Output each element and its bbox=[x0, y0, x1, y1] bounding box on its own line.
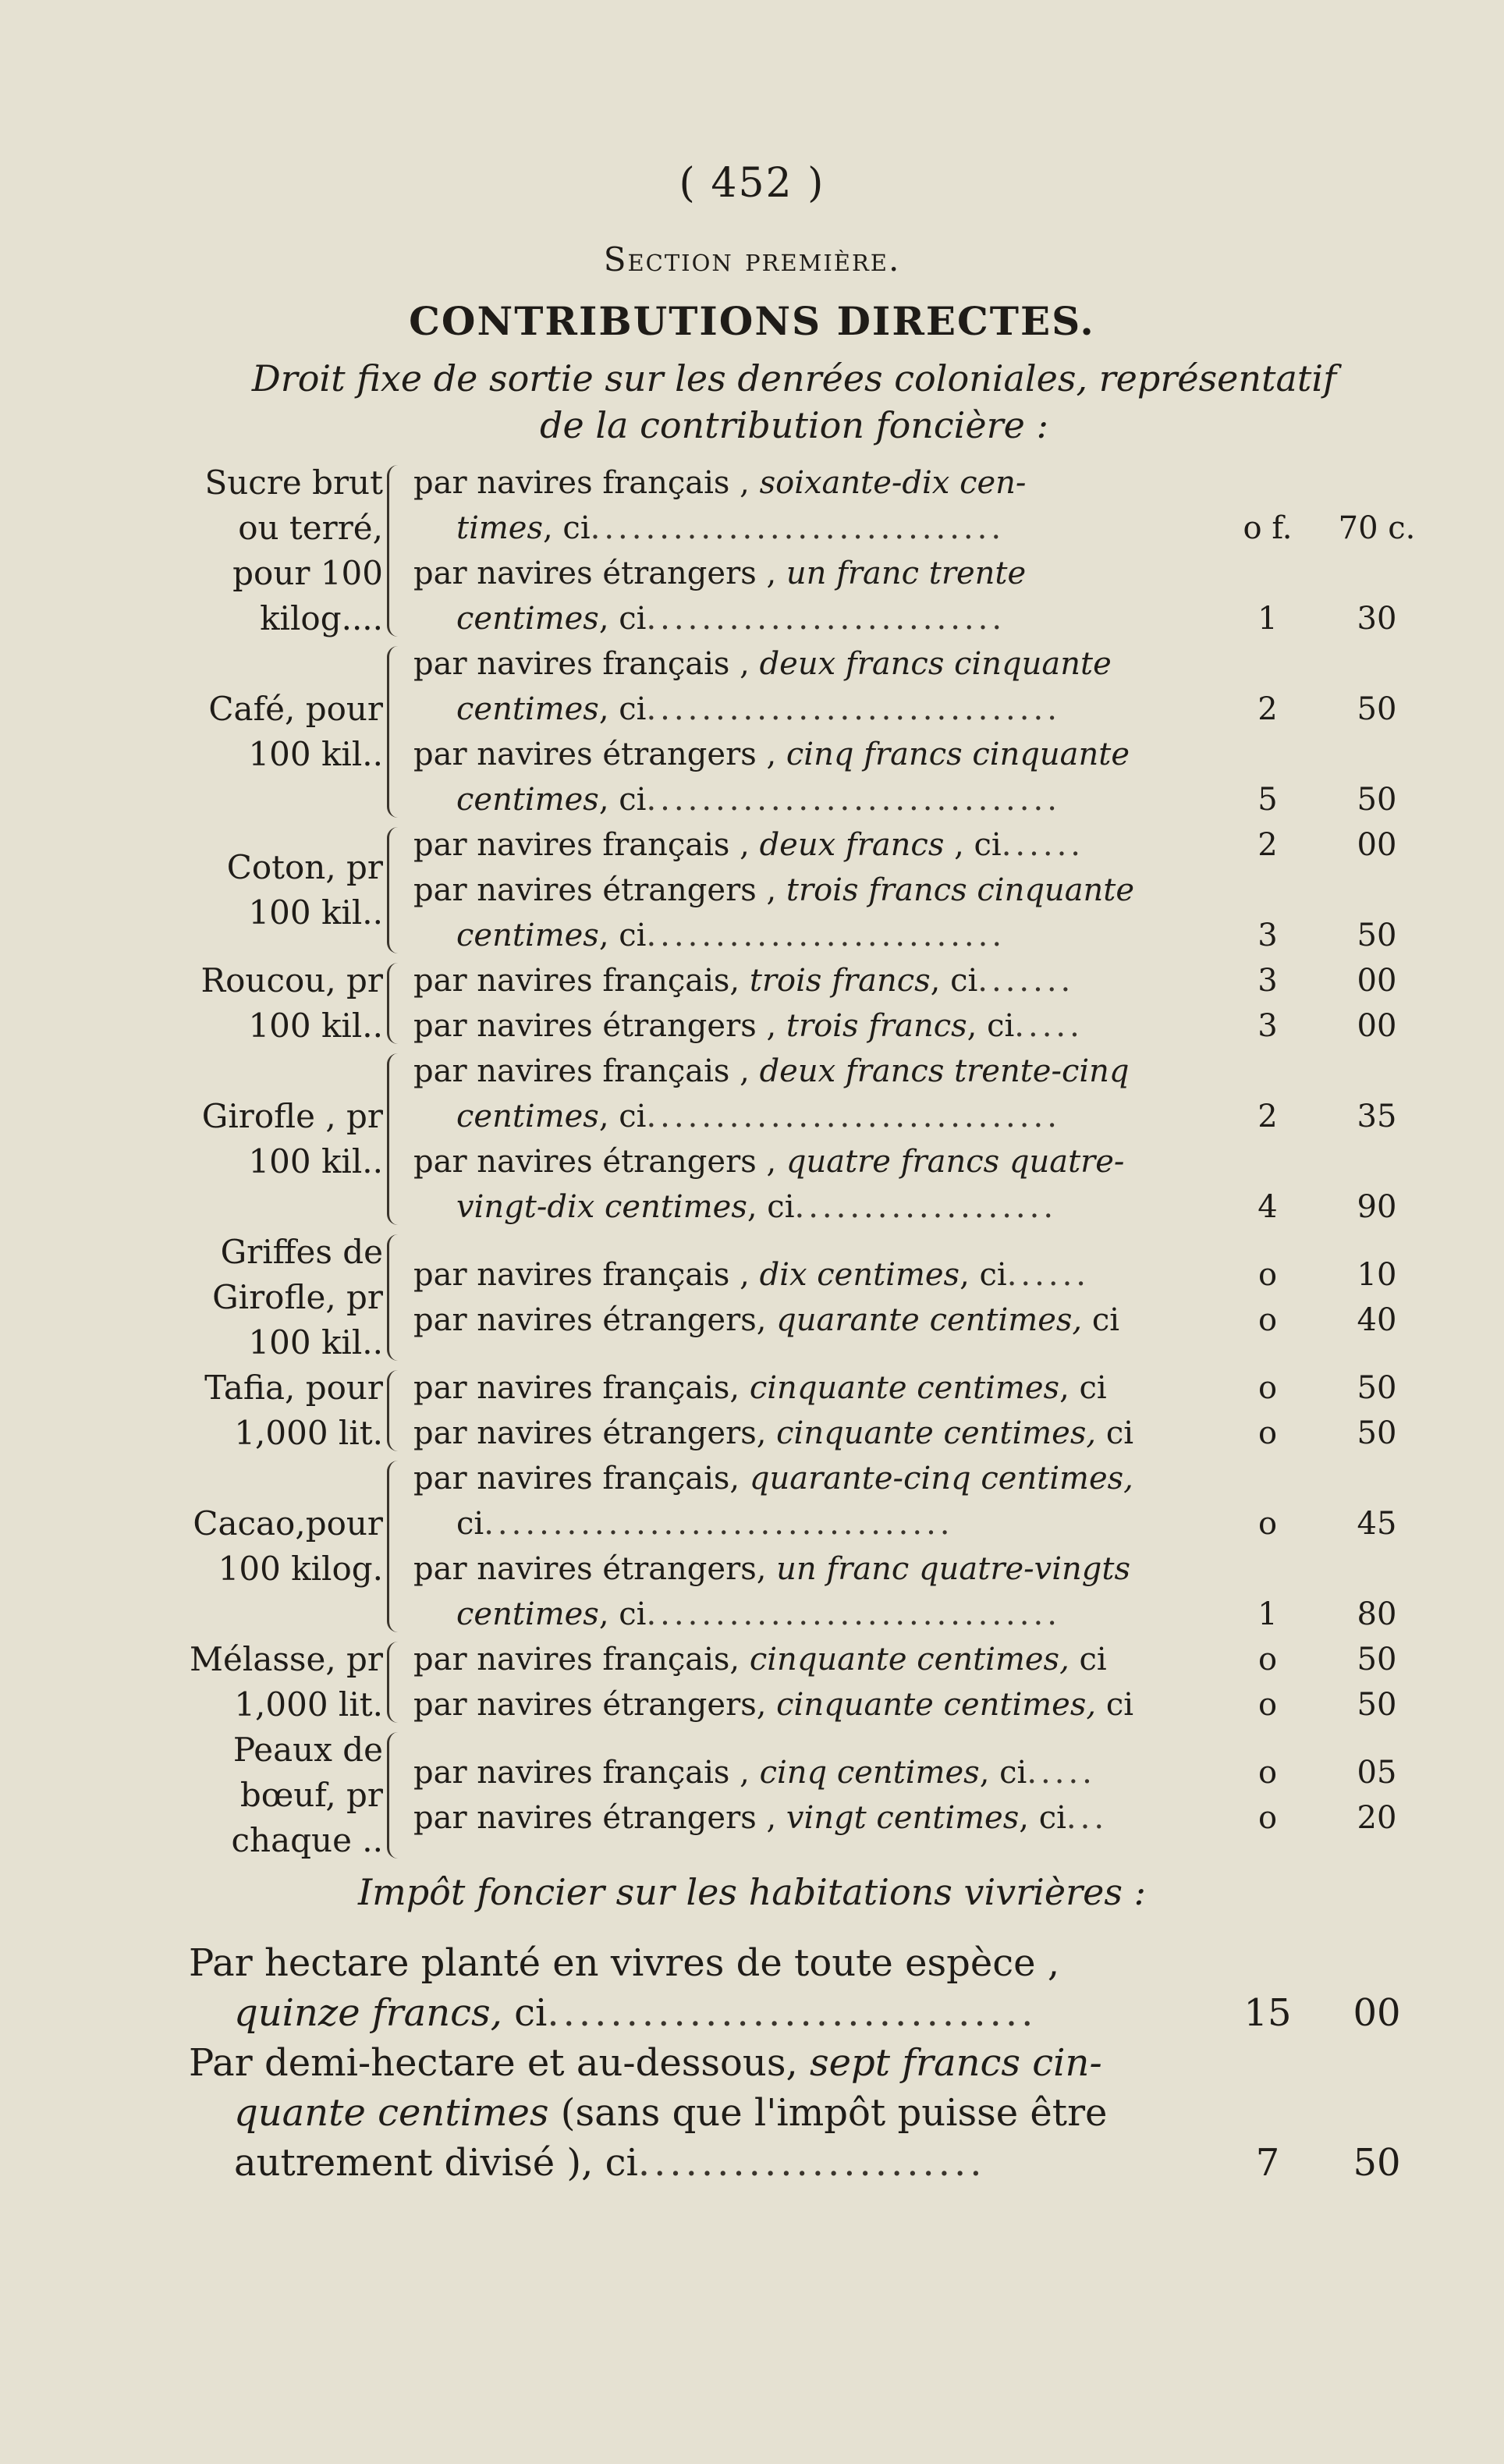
amount-francs: 3 bbox=[1257, 918, 1278, 953]
line-rate: quatre francs quatre- bbox=[786, 1144, 1125, 1180]
leader-dots: .............................. bbox=[646, 1596, 1061, 1632]
amount-francs: o bbox=[1257, 1687, 1278, 1723]
amount-francs: o bbox=[1257, 1800, 1278, 1836]
leader-dots: ... bbox=[1066, 1800, 1108, 1836]
amount-francs: o bbox=[1257, 1506, 1278, 1542]
amount-francs: 2 bbox=[1257, 691, 1278, 727]
line-ci: ci bbox=[1082, 1302, 1120, 1338]
leader-dots: .............................. bbox=[646, 1099, 1061, 1134]
tariff-row bbox=[0, 1230, 1504, 1365]
line-text: par navires étrangers , bbox=[413, 872, 786, 908]
commodity-label: Sucre brut ou terré, pour 100 kilog.... bbox=[204, 463, 383, 637]
tariff-line bbox=[456, 1592, 1205, 1637]
line-ci: , ci bbox=[944, 827, 1002, 863]
tariff-line bbox=[413, 1049, 1205, 1094]
tariff-line bbox=[413, 1139, 1205, 1184]
demi-l1-plain: Par demi-hectare et au-dessous, bbox=[189, 2041, 810, 2085]
tariff-row bbox=[0, 958, 1504, 1049]
line-ci: , ci bbox=[598, 1099, 647, 1134]
amount-francs: o f. bbox=[1243, 510, 1293, 546]
line-ci: , ci bbox=[747, 1189, 795, 1225]
line-text: ci bbox=[456, 1506, 484, 1542]
demi-amount-1: 7 bbox=[1255, 2141, 1280, 2185]
hectare-ci: ci bbox=[502, 1991, 548, 2035]
amount-centimes: 50 bbox=[1357, 1370, 1397, 1406]
demi-dots: ...................... bbox=[637, 2141, 986, 2185]
line-rate: un franc trente bbox=[786, 556, 1027, 591]
tariff-line bbox=[413, 1298, 1205, 1343]
line-ci: , ci bbox=[930, 963, 978, 999]
brace bbox=[387, 646, 408, 818]
amount-francs: o bbox=[1257, 1370, 1278, 1406]
line-text: par navires étrangers , bbox=[413, 556, 786, 591]
line-ci: , ci bbox=[598, 601, 647, 637]
brace bbox=[387, 1732, 408, 1859]
tariff-line bbox=[456, 1501, 1205, 1546]
demi-l2-italic: quante centimes bbox=[234, 2091, 549, 2135]
amount-centimes: 40 bbox=[1357, 1302, 1397, 1338]
amount-francs: o bbox=[1257, 1642, 1278, 1678]
leader-dots: ....... bbox=[977, 963, 1075, 999]
line-rate: quarante-cinq centimes, bbox=[749, 1461, 1133, 1497]
line-text: par navires français , bbox=[413, 646, 760, 682]
line-rate: deux francs trente-cinq bbox=[759, 1053, 1130, 1089]
hectare-rate: quinze francs, bbox=[234, 1991, 502, 2035]
tariff-line bbox=[456, 777, 1205, 822]
amount-francs: 3 bbox=[1257, 963, 1278, 999]
amount-centimes: 50 bbox=[1357, 691, 1397, 727]
amount-francs: 3 bbox=[1257, 1008, 1278, 1044]
amount-centimes: 50 bbox=[1357, 1415, 1397, 1451]
line-rate: centimes bbox=[456, 601, 599, 637]
brace bbox=[387, 1461, 408, 1632]
line-rate: un franc quatre-vingts bbox=[776, 1551, 1131, 1587]
commodity-label: Mélasse, pr 1,000 lit. bbox=[190, 1640, 383, 1724]
leader-dots: ..... bbox=[1027, 1755, 1096, 1791]
leader-dots: .............................. bbox=[646, 691, 1061, 727]
page-number: ( 452 ) bbox=[679, 160, 825, 207]
tariff-row bbox=[0, 460, 1504, 641]
amount-francs: o bbox=[1257, 1257, 1278, 1293]
tariff-row bbox=[0, 1637, 1504, 1727]
commodity-label: Griffes de Girofle, pr 100 kil.. bbox=[212, 1233, 383, 1362]
tariff-line bbox=[413, 1682, 1205, 1727]
line-ci: , ci bbox=[960, 1257, 1007, 1293]
tariff-line bbox=[456, 1184, 1205, 1230]
line-rate: trois francs cinquante bbox=[786, 872, 1135, 908]
amount-centimes: 00 bbox=[1357, 963, 1397, 999]
amount-centimes: 20 bbox=[1357, 1800, 1397, 1836]
line-rate: times bbox=[456, 510, 543, 546]
line-ci: , ci bbox=[1019, 1800, 1066, 1836]
amount-francs: 5 bbox=[1257, 782, 1278, 818]
tariff-line bbox=[456, 1094, 1205, 1139]
leader-dots: ..... bbox=[1014, 1008, 1084, 1044]
commodity-label: Coton, pr 100 kil.. bbox=[226, 848, 383, 932]
line-ci: , ci bbox=[598, 1596, 647, 1632]
line-rate: centimes bbox=[456, 1596, 599, 1632]
tariff-line bbox=[456, 596, 1205, 641]
tariff-line bbox=[413, 732, 1205, 777]
amount-francs: 1 bbox=[1257, 1596, 1278, 1632]
tariff-row bbox=[0, 641, 1504, 822]
line-text: par navires étrangers, bbox=[413, 1302, 777, 1338]
line-rate: centimes bbox=[456, 782, 599, 818]
demi-line-2 bbox=[234, 2088, 1107, 2138]
leader-dots: .............................. bbox=[646, 782, 1061, 818]
line-ci: , ci bbox=[967, 1008, 1015, 1044]
tariff-row bbox=[0, 1049, 1504, 1230]
hectare-amount-1: 15 bbox=[1243, 1991, 1292, 2035]
tariff-line bbox=[413, 1637, 1205, 1682]
line-text: par navires français , bbox=[413, 1053, 760, 1089]
tariff-row bbox=[0, 1727, 1504, 1863]
tariff-row bbox=[0, 1365, 1504, 1456]
tariff-line bbox=[413, 958, 1205, 1003]
tariff-line bbox=[413, 1252, 1205, 1298]
line-text: par navires étrangers , bbox=[413, 737, 786, 772]
amount-francs: 4 bbox=[1257, 1189, 1278, 1225]
amount-centimes: 00 bbox=[1357, 1008, 1397, 1044]
tariff-line bbox=[413, 460, 1205, 506]
tariff-line bbox=[413, 1003, 1205, 1049]
line-text: par navires français, bbox=[413, 1642, 750, 1678]
line-text: par navires français , bbox=[413, 1257, 760, 1293]
commodity-label: Café, pour 100 kil.. bbox=[208, 690, 383, 773]
line-rate: cinquante centimes bbox=[749, 1370, 1060, 1406]
amount-centimes: 05 bbox=[1357, 1755, 1397, 1791]
tariff-line bbox=[413, 1365, 1205, 1411]
brace bbox=[387, 465, 408, 637]
tariff-line bbox=[456, 913, 1205, 958]
line-rate: cinquante centimes, bbox=[776, 1687, 1097, 1723]
amount-francs: 1 bbox=[1257, 601, 1278, 637]
hectare-line-1: Par hectare planté en vivres de toute espèce , bbox=[189, 1941, 1060, 1985]
leader-dots: ................... bbox=[794, 1189, 1058, 1225]
line-text: par navires français , bbox=[413, 465, 760, 501]
amount-centimes: 10 bbox=[1357, 1257, 1397, 1293]
amount-francs: 2 bbox=[1257, 1099, 1278, 1134]
commodity-label: Peaux de bœuf, pr chaque .. bbox=[231, 1731, 383, 1859]
leader-dots: .................................. bbox=[484, 1506, 954, 1542]
demi-amount-2: 50 bbox=[1353, 2141, 1401, 2185]
amount-centimes: 30 bbox=[1357, 601, 1397, 637]
tariff-row bbox=[0, 822, 1504, 958]
brace bbox=[387, 1234, 408, 1361]
amount-centimes: 50 bbox=[1357, 1642, 1397, 1678]
tariff-line bbox=[413, 1456, 1205, 1501]
line-text: par navires étrangers , bbox=[413, 1800, 786, 1836]
contributions-title: CONTRIBUTIONS DIRECTES. bbox=[409, 298, 1095, 344]
tariff-line bbox=[413, 868, 1205, 913]
commodity-label: Tafia, pour 1,000 lit. bbox=[204, 1369, 383, 1452]
amount-francs: 2 bbox=[1257, 827, 1278, 863]
tariff-row bbox=[0, 1456, 1504, 1637]
amount-centimes: 45 bbox=[1357, 1506, 1397, 1542]
line-rate: cinquante centimes, bbox=[776, 1415, 1097, 1451]
tariff-line bbox=[413, 822, 1205, 868]
amount-centimes: 80 bbox=[1357, 1596, 1397, 1632]
line-ci: , ci bbox=[1059, 1370, 1107, 1406]
demi-line-3 bbox=[234, 2138, 986, 2188]
line-rate: vingt centimes bbox=[786, 1800, 1020, 1836]
leader-dots: .......................... bbox=[646, 601, 1006, 637]
line-text: par navires étrangers, bbox=[413, 1415, 777, 1451]
intro-line-1: Droit fixe de sortie sur les denrées coloniales, représentatif bbox=[251, 357, 1337, 399]
intro-line-2: de la contribution foncière : bbox=[540, 404, 1048, 446]
amount-centimes: 50 bbox=[1357, 782, 1397, 818]
tariff-line bbox=[456, 506, 1205, 551]
leader-dots: ...... bbox=[1001, 827, 1084, 863]
commodity-label: Roucou, pr 100 kil.. bbox=[200, 961, 383, 1045]
amount-centimes: 00 bbox=[1357, 827, 1397, 863]
line-ci: ci bbox=[1069, 1642, 1107, 1678]
hectare-amount-2: 00 bbox=[1353, 1991, 1401, 2035]
line-text: par navires français, bbox=[413, 1370, 750, 1406]
line-rate: deux francs cinquante bbox=[759, 646, 1112, 682]
line-rate: soixante-dix cen- bbox=[759, 465, 1027, 501]
line-text: par navires étrangers , bbox=[413, 1144, 786, 1180]
line-text: par navires français, bbox=[413, 963, 750, 999]
line-text: par navires étrangers, bbox=[413, 1551, 777, 1587]
section-title: Section première. bbox=[603, 240, 901, 279]
amount-centimes: 50 bbox=[1357, 1687, 1397, 1723]
line-ci: ci bbox=[1096, 1415, 1134, 1451]
amount-centimes: 70 c. bbox=[1338, 510, 1416, 546]
brace bbox=[387, 1370, 408, 1451]
amount-centimes: 50 bbox=[1357, 918, 1397, 953]
amount-centimes: 90 bbox=[1357, 1189, 1397, 1225]
amount-centimes: 35 bbox=[1357, 1099, 1397, 1134]
line-rate: centimes bbox=[456, 918, 599, 953]
line-text: par navires français, bbox=[413, 1461, 750, 1497]
demi-l1-italic: sept francs cin- bbox=[809, 2041, 1102, 2085]
amount-francs: o bbox=[1257, 1302, 1278, 1338]
line-text: par navires français , bbox=[413, 827, 760, 863]
line-rate: deux francs bbox=[759, 827, 945, 863]
leader-dots: .......................... bbox=[646, 918, 1006, 953]
line-rate: cinq francs cinquante bbox=[786, 737, 1130, 772]
demi-l3-plain: autrement divisé ), ci bbox=[234, 2141, 638, 2185]
leader-dots: .............................. bbox=[590, 510, 1006, 546]
line-ci: , ci bbox=[979, 1755, 1027, 1791]
tariff-line bbox=[413, 1750, 1205, 1795]
commodity-label: Cacao,pour 100 kilog. bbox=[193, 1504, 383, 1588]
line-ci: , ci bbox=[598, 782, 647, 818]
line-text: par navires étrangers, bbox=[413, 1687, 777, 1723]
tariff-line bbox=[413, 641, 1205, 687]
tariff-line bbox=[413, 1411, 1205, 1456]
tariff-line bbox=[413, 1795, 1205, 1841]
tariff-line bbox=[413, 551, 1205, 596]
line-rate: trois francs bbox=[749, 963, 931, 999]
brace bbox=[387, 1642, 408, 1723]
line-rate: centimes bbox=[456, 691, 599, 727]
hectare-dots: ............................... bbox=[547, 1991, 1038, 2035]
line-rate: cinquante centimes, bbox=[749, 1642, 1069, 1678]
line-rate: cinq centimes bbox=[759, 1755, 980, 1791]
line-ci: , ci bbox=[598, 918, 647, 953]
hectare-line-2 bbox=[234, 1988, 1037, 2038]
commodity-label: Girofle , pr 100 kil.. bbox=[201, 1097, 383, 1181]
line-rate: vingt-dix centimes bbox=[456, 1189, 747, 1225]
line-rate: dix centimes bbox=[759, 1257, 960, 1293]
brace bbox=[387, 827, 408, 953]
line-ci: , ci bbox=[598, 691, 647, 727]
impot-title: Impôt foncier sur les habitations vivrières : bbox=[357, 1871, 1147, 1913]
line-rate: centimes bbox=[456, 1099, 599, 1134]
line-ci: ci bbox=[1096, 1687, 1134, 1723]
brace bbox=[387, 1053, 408, 1225]
amount-francs: o bbox=[1257, 1415, 1278, 1451]
leader-dots: ...... bbox=[1006, 1257, 1091, 1293]
line-text: par navires français , bbox=[413, 1755, 760, 1791]
demi-line-1 bbox=[189, 2038, 1102, 2088]
brace bbox=[387, 963, 408, 1044]
line-text: par navires étrangers , bbox=[413, 1008, 786, 1044]
line-ci: , ci bbox=[543, 510, 591, 546]
line-rate: trois francs bbox=[786, 1008, 967, 1044]
amount-francs: o bbox=[1257, 1755, 1278, 1791]
line-rate: quarante centimes, bbox=[776, 1302, 1083, 1338]
demi-l2-plain: (sans que l'impôt puisse être bbox=[548, 2091, 1108, 2135]
tariff-line bbox=[456, 687, 1205, 732]
tariff-line bbox=[413, 1546, 1205, 1592]
